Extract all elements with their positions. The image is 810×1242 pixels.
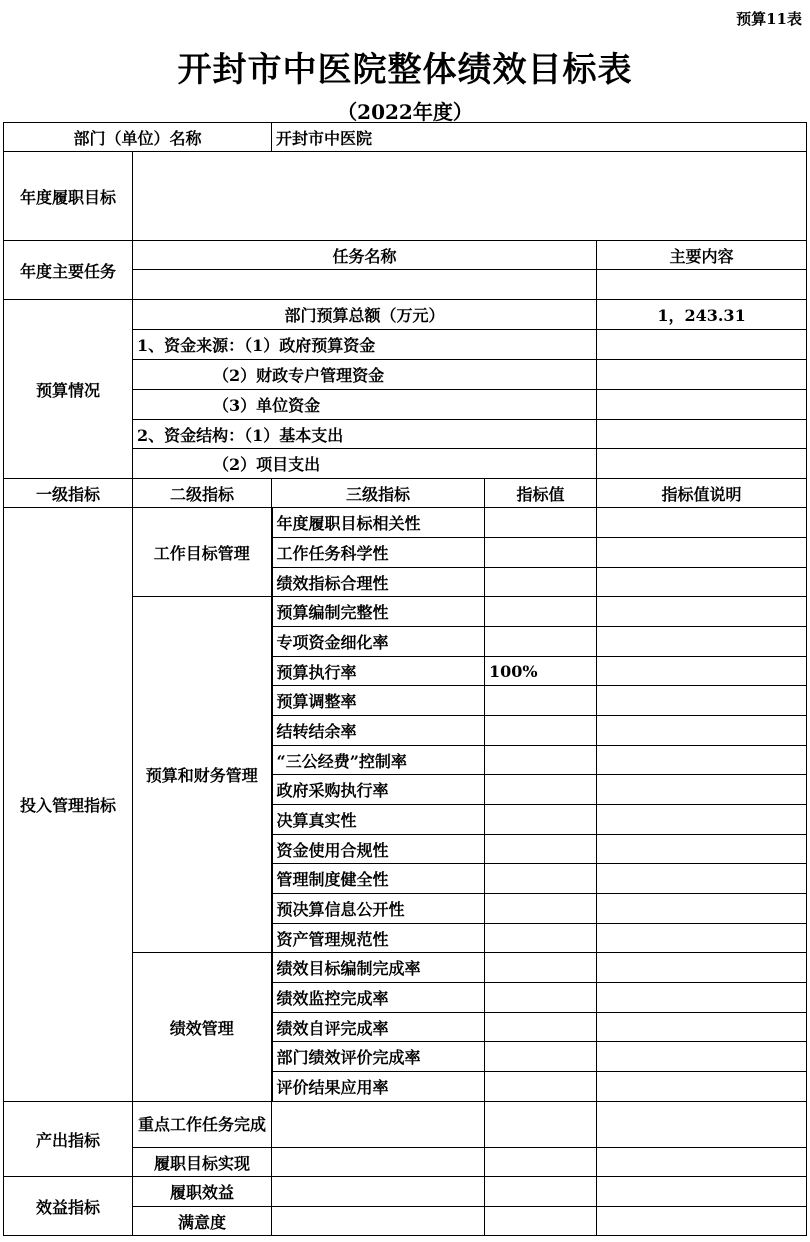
level3-cell: 工作任务科学性 <box>272 538 485 568</box>
desc-cell <box>597 686 807 716</box>
desc-cell <box>597 627 807 657</box>
level3-cell: 评价结果应用率 <box>272 1072 485 1102</box>
desc-cell <box>597 1013 807 1042</box>
budget-structure-value <box>597 420 807 449</box>
table-row <box>4 508 807 538</box>
level3-cell: 管理制度健全性 <box>272 864 485 894</box>
dept-row <box>4 123 807 152</box>
value-cell <box>485 508 597 538</box>
budget-source-3-label: （3）单位资金 <box>133 390 597 420</box>
value-cell <box>485 924 597 953</box>
level3-cell: 预算编制完整性 <box>272 597 485 627</box>
annual-goal-value <box>133 152 807 241</box>
benefit-level1: 效益指标 <box>4 1177 133 1236</box>
input-level1: 投入管理指标 <box>4 508 133 1102</box>
value-cell <box>485 775 597 805</box>
desc-cell <box>597 1148 807 1177</box>
value-cell <box>485 864 597 894</box>
output-level2-cell: 履职目标实现 <box>133 1148 272 1177</box>
budget-source-value <box>597 330 807 360</box>
value-cell <box>485 1102 597 1148</box>
value-cell <box>485 627 597 657</box>
level1-header: 一级指标 <box>4 479 133 508</box>
level3-cell: 绩效指标合理性 <box>272 568 485 597</box>
level3-cell: 资金使用合规性 <box>272 835 485 864</box>
budget-source-2-value <box>597 360 807 390</box>
level2-header: 二级指标 <box>133 479 272 508</box>
annual-goal-label: 年度履职目标 <box>4 152 133 241</box>
desc-cell <box>597 1072 807 1102</box>
table-row <box>4 1177 807 1207</box>
level3-cell: 预算执行率 <box>272 657 485 686</box>
budget-total-value: 1，243.31 <box>597 300 807 330</box>
level3-header: 三级指标 <box>272 479 485 508</box>
budget-total-label: 部门预算总额（万元） <box>133 300 597 330</box>
benefit-level2-cell: 履职效益 <box>133 1177 272 1207</box>
value-cell <box>485 983 597 1013</box>
budget-source-label: 1、资金来源：（1）政府预算资金 <box>133 330 597 360</box>
desc-cell <box>597 538 807 568</box>
performance-table <box>3 122 807 1236</box>
output-level1: 产出指标 <box>4 1102 133 1177</box>
level3-cell: 结转结余率 <box>272 716 485 746</box>
value-header: 指标值 <box>485 479 597 508</box>
value-cell <box>485 1148 597 1177</box>
desc-header: 指标值说明 <box>597 479 807 508</box>
value-cell <box>485 805 597 835</box>
level3-cell: 绩效自评完成率 <box>272 1013 485 1042</box>
desc-cell <box>597 508 807 538</box>
table-row <box>4 1102 807 1148</box>
level3-cell: 绩效监控完成率 <box>272 983 485 1013</box>
level3-cell: “三公经费”控制率 <box>272 746 485 775</box>
budget-total-row <box>4 300 807 330</box>
value-cell <box>485 538 597 568</box>
output-level2-cell: 重点工作任务完成 <box>133 1102 272 1148</box>
desc-cell <box>597 657 807 686</box>
value-cell <box>485 1177 597 1207</box>
desc-cell <box>597 775 807 805</box>
value-cell <box>485 568 597 597</box>
level3-cell: 预决算信息公开性 <box>272 894 485 924</box>
value-cell <box>485 1072 597 1102</box>
task-content-header: 主要内容 <box>597 241 807 270</box>
desc-cell <box>597 894 807 924</box>
value-cell <box>485 835 597 864</box>
budget-structure-2-value <box>597 449 807 479</box>
level3-cell: 部门绩效评价完成率 <box>272 1042 485 1072</box>
desc-cell <box>597 835 807 864</box>
level3-cell: 资产管理规范性 <box>272 924 485 953</box>
page-title: 开封市中医院整体绩效目标表 <box>177 50 633 90</box>
level3-cell: 专项资金细化率 <box>272 627 485 657</box>
desc-cell <box>597 953 807 983</box>
level3-cell: 年度履职目标相关性 <box>272 508 485 538</box>
value-cell <box>485 1207 597 1236</box>
task-name-cell <box>133 270 597 300</box>
desc-cell <box>597 983 807 1013</box>
value-cell <box>485 597 597 627</box>
level3-cell <box>272 1177 485 1207</box>
desc-cell <box>597 1207 807 1236</box>
level3-cell <box>272 1148 485 1177</box>
desc-cell <box>597 805 807 835</box>
desc-cell <box>597 1102 807 1148</box>
level3-cell: 绩效目标编制完成率 <box>272 953 485 983</box>
value-cell <box>485 953 597 983</box>
desc-cell <box>597 1042 807 1072</box>
level3-cell <box>272 1207 485 1236</box>
level3-cell <box>272 1102 485 1148</box>
value-cell <box>485 746 597 775</box>
budget-structure-label: 2、资金结构：（1）基本支出 <box>133 420 597 449</box>
value-cell <box>485 894 597 924</box>
desc-cell <box>597 864 807 894</box>
dept-label: 部门（单位）名称 <box>4 123 272 152</box>
year-subtitle: （2022年度） <box>337 100 473 124</box>
annual-task-header-row <box>4 241 807 270</box>
dept-value: 开封市中医院 <box>272 123 807 152</box>
finance-level2: 预算和财务管理 <box>133 597 272 953</box>
form-code: 预算11表 <box>736 10 802 28</box>
task-content-cell <box>597 270 807 300</box>
perf-level2: 绩效管理 <box>133 953 272 1102</box>
annual-goal-row <box>4 152 807 241</box>
budget-label: 预算情况 <box>4 300 133 479</box>
benefit-level2-cell: 满意度 <box>133 1207 272 1236</box>
desc-cell <box>597 746 807 775</box>
value-cell: 100% <box>485 657 597 686</box>
desc-cell <box>597 1177 807 1207</box>
desc-cell <box>597 716 807 746</box>
value-cell <box>485 716 597 746</box>
desc-cell <box>597 568 807 597</box>
budget-structure-2-label: （2）项目支出 <box>133 449 597 479</box>
indicator-header-row <box>4 479 807 508</box>
level3-cell: 预算调整率 <box>272 686 485 716</box>
budget-source-3-value <box>597 390 807 420</box>
work-goal-level2: 工作目标管理 <box>133 508 272 597</box>
value-cell <box>485 686 597 716</box>
annual-task-label: 年度主要任务 <box>4 241 133 300</box>
level3-cell: 政府采购执行率 <box>272 775 485 805</box>
value-cell <box>485 1013 597 1042</box>
desc-cell <box>597 924 807 953</box>
value-cell <box>485 1042 597 1072</box>
budget-source-2-label: （2）财政专户管理资金 <box>133 360 597 390</box>
task-name-header: 任务名称 <box>133 241 597 270</box>
level3-cell: 决算真实性 <box>272 805 485 835</box>
desc-cell <box>597 597 807 627</box>
